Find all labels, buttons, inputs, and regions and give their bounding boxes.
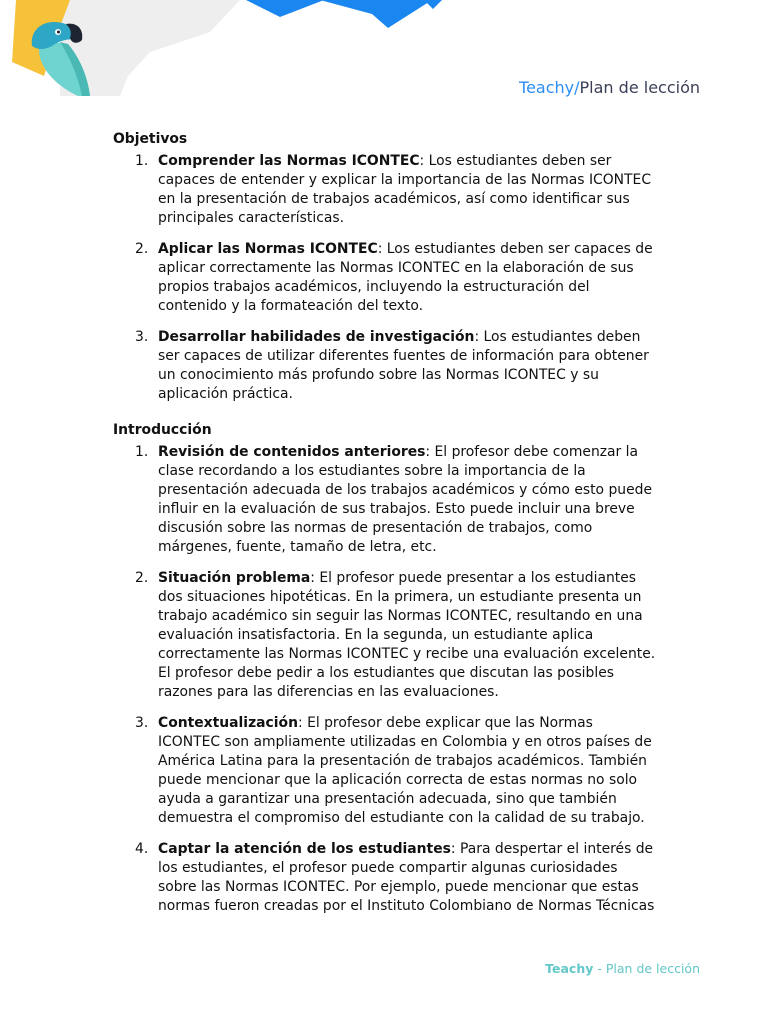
header-doc-type: Plan de lección bbox=[579, 78, 700, 97]
footer-separator: - bbox=[593, 961, 606, 976]
list-item bbox=[113, 240, 658, 316]
list-item-title: Revisión de contenidos anteriores bbox=[158, 444, 426, 460]
list-item-title: Situación problema bbox=[158, 570, 311, 586]
list-item-number: 4. bbox=[135, 841, 149, 857]
header-brand: Teachy bbox=[519, 78, 575, 97]
list-item-text: : Para despertar el interés de los estudiantes, el profesor puede compartir algunas curiosidades sobre las Normas ICONTEC. Por ejemplo, puede mencionar que estas normas fueron creadas por el Instituto Colombiano de Normas Técnicas bbox=[158, 841, 655, 914]
footer bbox=[545, 961, 700, 977]
list-item bbox=[113, 569, 658, 702]
list-item bbox=[113, 840, 658, 916]
header-separator: / bbox=[574, 78, 580, 97]
list-item-text: : El profesor debe comenzar la clase recordando a los estudiantes sobre la importancia de la presentación adecuada de los trabajos académicos y cómo esto puede influir en la evaluación de sus trabajos. Esto puede incluir una breve discusión sobre las normas de presentación de trabajos, como márgenes, fuente, tamaño de letra, etc. bbox=[158, 444, 652, 555]
introduccion-list bbox=[113, 443, 658, 916]
document-body bbox=[113, 130, 658, 916]
list-item-number: 2. bbox=[135, 241, 149, 257]
list-item-text: : Los estudiantes deben ser capaces de utilizar diferentes fuentes de información para obtener un conocimiento más profundo sobre las Normas ICONTEC y su aplicación práctica. bbox=[158, 329, 649, 402]
list-item-number: 1. bbox=[135, 153, 149, 169]
list-item-text: : El profesor debe explicar que las Normas ICONTEC son ampliamente utilizadas en Colombia y en otros países de América Latina para la presentación de trabajos académicos. También puede mencionar que la aplicación correcta de estas normas no solo ayuda a garantizar una presentación adecuada, sino que también demuestra el compromiso del estudiante con la calidad de su trabajo. bbox=[158, 715, 652, 826]
list-item-title: Contextualización bbox=[158, 715, 298, 731]
list-item-number: 3. bbox=[135, 715, 149, 731]
list-item-title: Captar la atención de los estudiantes bbox=[158, 841, 451, 857]
list-item bbox=[113, 443, 658, 557]
list-item-number: 1. bbox=[135, 444, 149, 460]
list-item-text: : Los estudiantes deben ser capaces de entender y explicar la importancia de las Normas ICONTEC en la presentación de trabajos académicos, así como identificar sus principales características. bbox=[158, 153, 652, 226]
list-item bbox=[113, 714, 658, 828]
list-item-title: Desarrollar habilidades de investigación bbox=[158, 329, 475, 345]
section-heading-introduccion: Introducción bbox=[113, 422, 212, 438]
list-item-text: : El profesor puede presentar a los estudiantes dos situaciones hipotéticas. En la primera, un estudiante presenta un trabajo académico sin seguir las Normas ICONTEC, resultando en una evaluación insatisfactoria. En la segunda, un estudiante aplica correctamente las Normas ICONTEC y recibe una evaluación excelente. El profesor debe pedir a los estudiantes que discutan las posibles razones para las diferencias en las evaluaciones. bbox=[158, 570, 656, 700]
list-item-title: Comprender las Normas ICONTEC bbox=[158, 153, 420, 169]
header-title bbox=[519, 78, 700, 98]
objetivos-list bbox=[113, 152, 658, 404]
section-heading-objetivos: Objetivos bbox=[113, 131, 188, 147]
list-item-title: Aplicar las Normas ICONTEC bbox=[158, 241, 378, 257]
footer-doc-type: Plan de lección bbox=[605, 961, 700, 976]
list-item-number: 3. bbox=[135, 329, 149, 345]
list-item bbox=[113, 328, 658, 404]
header-decoration bbox=[0, 0, 470, 100]
list-item-number: 2. bbox=[135, 570, 149, 586]
list-item-text: : Los estudiantes deben ser capaces de aplicar correctamente las Normas ICONTEC en la elaboración de sus propios trabajos académicos, incluyendo la estructuración del contenido y la formateación del texto. bbox=[158, 241, 653, 314]
list-item bbox=[113, 152, 658, 228]
footer-brand: Teachy bbox=[545, 961, 594, 976]
blue-triangles-decoration bbox=[246, 0, 442, 28]
